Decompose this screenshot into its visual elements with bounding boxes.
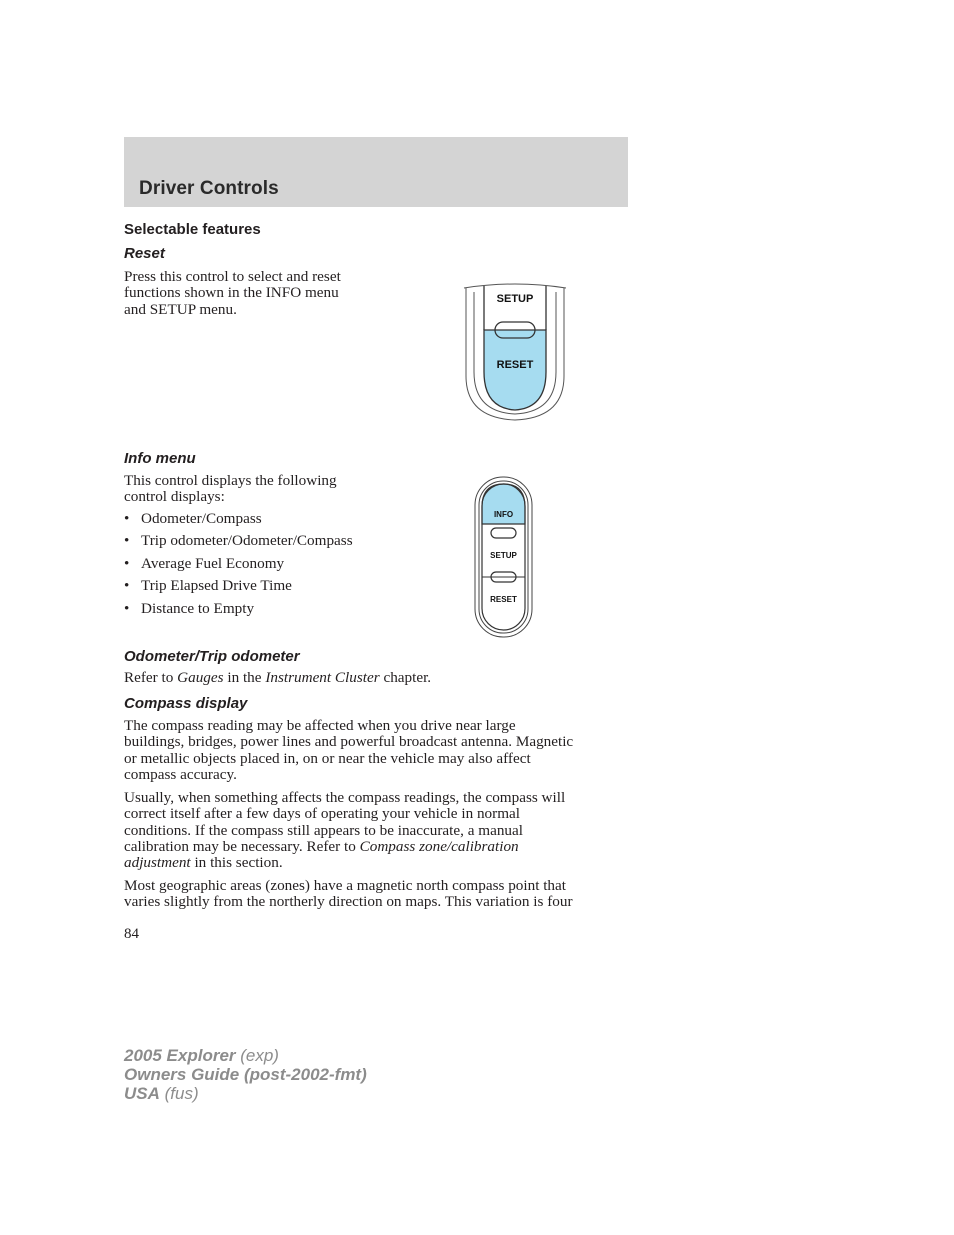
info-menu-list [124, 511, 353, 623]
page-number: 84 [124, 926, 139, 942]
chapter-title: Driver Controls [139, 178, 279, 199]
compass-paragraph-1: The compass reading may be affected when you drive near large buildings, bridges, power lines and powerful broadcast antenna. Magnetic or metallic objects placed in, on or near the vehicle may also affect compass accuracy. [124, 717, 574, 783]
setup-label: SETUP [490, 551, 517, 560]
reset-line-3: and SETUP menu. [124, 300, 237, 318]
info-menu-line-2: control displays: [124, 488, 225, 506]
reset-description [124, 269, 341, 318]
info-label: INFO [493, 510, 514, 519]
info-menu-description [124, 473, 337, 506]
odometer-heading: Odometer/Trip odometer [124, 648, 300, 665]
reset-line-2: functions shown in the INFO menu [124, 284, 339, 302]
list-item: • Distance to Empty [124, 599, 255, 617]
info-setup-reset-button-illustration [472, 474, 536, 640]
reset-line-1: Press this control to select and reset [124, 268, 341, 285]
compass-paragraph-3: Most geographic areas (zones) have a magnetic north compass point that varies slightly from the northerly direction on maps. This variation is four [124, 877, 573, 911]
compass-paragraph-2: Usually, when something affects the compass readings, the compass will correct itself after a few days of operating your vehicle in normal conditions. If the compass still appears to be inaccurate, a manual calibration may be necessary. Refer to Compass zone/calibration adjustment in this section. [124, 789, 566, 872]
odometer-text: Refer to Gauges in the Instrument Cluster chapter. [124, 669, 432, 686]
section-title: Selectable features [124, 221, 261, 238]
setup-reset-button-illustration [460, 282, 570, 424]
setup-label: SETUP [496, 293, 534, 305]
info-menu-heading: Info menu [124, 450, 196, 467]
reset-heading: Reset [124, 245, 165, 262]
chapter-header [124, 137, 628, 207]
reset-label: RESET [496, 359, 534, 371]
list-item: • Trip Elapsed Drive Time [124, 577, 292, 595]
compass-heading: Compass display [124, 695, 248, 712]
document-footer: 2005 Explorer (exp) Owners Guide (post-2002-fmt) USA (fus) [124, 1046, 367, 1103]
info-menu-line-1: This control displays the following [124, 472, 337, 489]
list-item: • Trip odometer/Odometer/Compass [124, 532, 353, 550]
list-item: • Average Fuel Economy [124, 554, 285, 572]
reset-label: RESET [490, 595, 517, 604]
list-item: • Odometer/Compass [124, 510, 262, 527]
